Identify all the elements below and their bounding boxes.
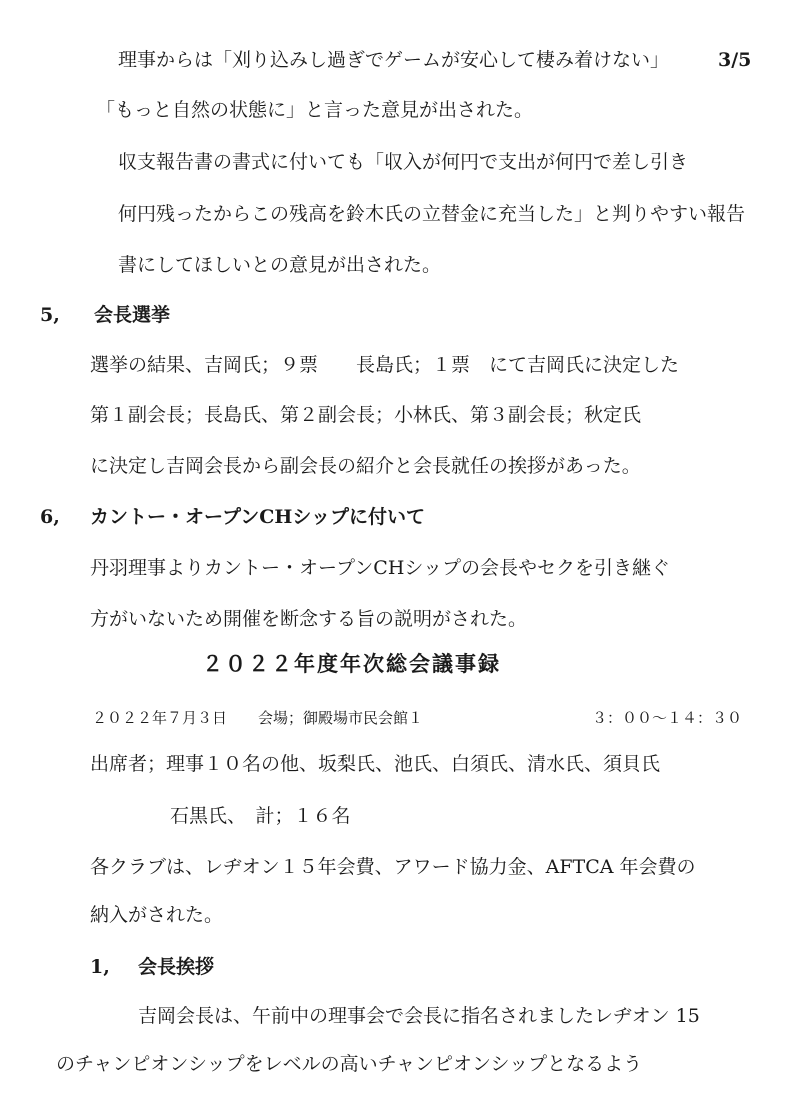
- text-line: 書にしてほしいとの意見が出された。: [118, 254, 442, 276]
- minutes-title: ２０２２年度年次総会議事録: [202, 651, 501, 676]
- section-number: 6,: [40, 506, 60, 528]
- text-line: 吉岡会長は、午前中の理事会で会長に指名されましたレヂオン 15: [138, 1005, 700, 1027]
- text-line: 収支報告書の書式に付いても「収入が何円で支出が何円で差し引き: [118, 151, 689, 173]
- page-number: 3/5: [718, 49, 752, 71]
- text-line: 何円残ったからこの残高を鈴木氏の立替金に充当した」と判りやすい報告: [118, 203, 746, 225]
- meeting-time: ３：００～１４：３０: [592, 709, 743, 727]
- text-line: に決定し吉岡会長から副会長の紹介と会長就任の挨拶があった。: [90, 455, 641, 477]
- text-line: 「もっと自然の状態に」と言った意見が出された。: [96, 99, 534, 121]
- attendees-line: 石黒氏、 計；１６名: [170, 805, 351, 827]
- section-heading: 会長選挙: [94, 304, 171, 326]
- section-number: 5,: [40, 304, 60, 326]
- section-heading: カントー・オープンCHシップに付いて: [90, 506, 425, 528]
- attendees-line: 出席者；理事１０名の他、坂梨氏、池氏、白須氏、清水氏、須貝氏: [90, 753, 661, 775]
- text-line: 理事からは「刈り込みし過ぎでゲームが安心して棲み着けない」: [118, 49, 670, 71]
- item-heading: 会長挨拶: [138, 956, 215, 978]
- text-line: 納入がされた。: [90, 904, 224, 926]
- text-line: のチャンピオンシップをレベルの高いチャンピオンシップとなるよう: [56, 1053, 643, 1075]
- meeting-venue: 会場；御殿場市民会館１: [258, 709, 424, 727]
- meeting-date: ２０２２年７月３日: [92, 709, 228, 727]
- text-line: 選挙の結果、吉岡氏；９票 長島氏；１票 にて吉岡氏に決定した: [90, 354, 680, 376]
- text-line: 丹羽理事よりカントー・オープンCHシップの会長やセクを引き継ぐ: [90, 557, 671, 579]
- item-number: 1,: [90, 956, 110, 978]
- text-line: 方がいないため開催を断念する旨の説明がされた。: [90, 608, 528, 630]
- text-line: 第１副会長；長島氏、第２副会長；小林氏、第３副会長；秋定氏: [90, 404, 642, 426]
- text-line: 各クラブは、レヂオン１５年会費、アワード協力金、AFTCA 年会費の: [90, 856, 696, 878]
